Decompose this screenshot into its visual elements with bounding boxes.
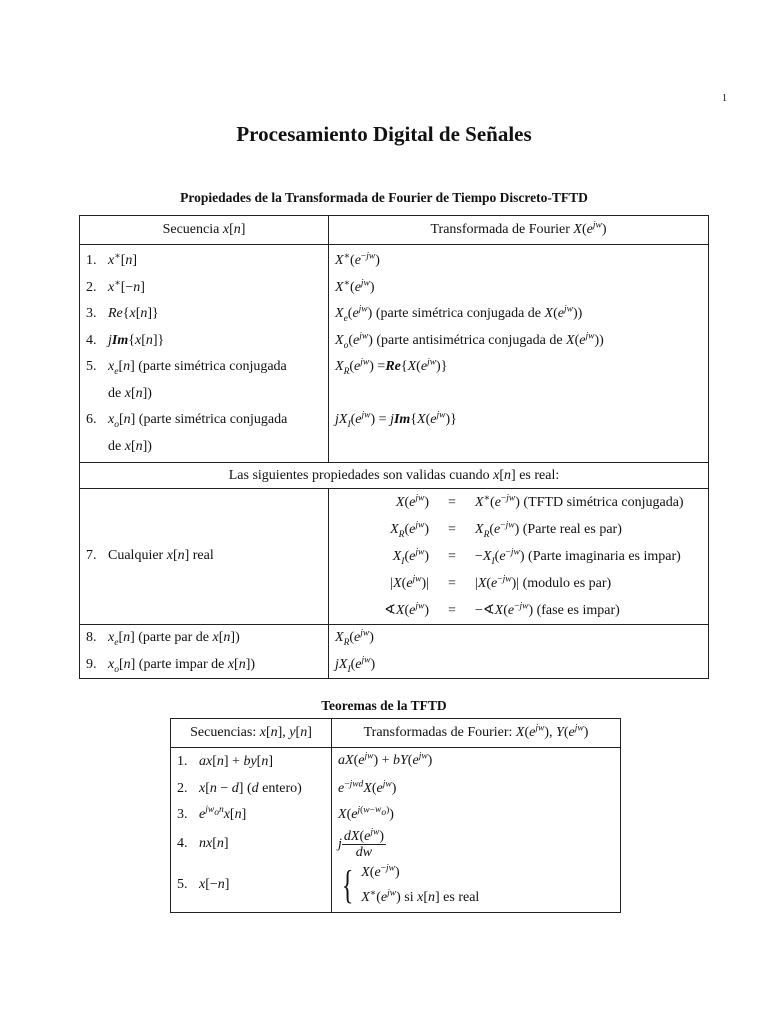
section1-heading: Propiedades de la Transformada de Fourier de Tiempo Discreto-TFTD — [180, 190, 588, 205]
table-header-row — [171, 719, 621, 748]
section2-heading: Teoremas de la TFTD — [321, 698, 447, 713]
real-properties-list: $X(e^{jw})$ = $X^∗(e^{-jw})$ (TFTD simétrica conjugada) $X_R(e^{jw})$ = $X_R(e^{-jw})$ (Parte real es par) $X_I(e^{jw})$ = $-X_I(e^{-jw})$ (Parte imaginaria es impar) $|X(e^{jw})|$ = $|X(e^{-jw})|$ (modulo es par) $∢X(e^{jw})$ = $-∢X(e^{-jw})$ (fase es impar) — [384, 493, 684, 618]
header-transforms: Transformadas de Fourier: $X(e^{jw})$, $Y(e^{jw})$ — [332, 719, 621, 748]
table-row: 2. x[n − d] (d entero) $e^{-jwd}X(e^{jw})$ — [171, 776, 621, 803]
tftd-properties-table — [79, 215, 709, 679]
table-row: 7. Cualquier x[n] real $X(e^{jw})$ = $X^∗(e^{-jw})$ (TFTD simétrica conjugada) $X_R(e^{jw})$ = $X_R(e^{-jw})$ (Parte real es par) $X_I(e^{jw})$ = $-X_I(e^{-jw})$ (Parte imaginaria es impar) $|X(e^{jw})|$ = $|X(e^{-jw})|$ (modulo es par) $∢X(e^{jw})$ = $-∢X(e^{-jw})$ (fase es impar) — [80, 489, 709, 625]
real-sequence-note: Las siguientes propiedades son validas cuando x[n] es real: — [80, 463, 709, 489]
table-row: 3. Re{x[n]} $X_e(e^{jw})$ (parte simétrica conjugada de $X(e^{jw})$) — [80, 301, 709, 328]
page-number: 1 — [722, 93, 727, 104]
header-transform: Transformada de Fourier $X(e^{jw})$ — [329, 216, 709, 245]
table-row: 3. $e^{jw_on}x[n]$ $X(e^{j(w-w_o)})$ — [171, 802, 621, 829]
header-sequence: Secuencia x[n] — [80, 216, 329, 245]
table-row: 4. nx[n] j $\frac{dX(e^{jw})}{dw}$ — [171, 829, 621, 860]
table-row: 4. jIm{x[n]} $X_o(e^{jw})$ (parte antisimétrica conjugada de $X(e^{jw})$) — [80, 328, 709, 355]
page-title: Procesamiento Digital de Señales — [236, 122, 532, 146]
table-row: 5. x[−n] { $X(e^{-jw})$ $X^∗(e^{jw})$ si x[n] es real — [171, 860, 621, 913]
header-sequences: Secuencias: x[n], y[n] — [171, 719, 332, 748]
table-header-row — [80, 216, 709, 245]
table-row: 5. $x_e[n]$ (parte simétrica conjugada de x[n]) $X_R(e^{jw}) =Re\{X(e^{jw})\}$ — [80, 354, 709, 407]
table-row: 2. x∗[−n] $X^∗(e^{jw})$ — [80, 275, 709, 302]
table-row: 1. ax[n] + by[n] $aX(e^{jw}) + bY(e^{jw})$ — [171, 748, 621, 776]
table-row: 6. $x_o[n]$ (parte simétrica conjugada de x[n]) $jX_I(e^{jw}) = jIm\{X(e^{jw})\}$ — [80, 407, 709, 463]
table-row: 1. x∗[n] $X^∗(e^{-jw})$ — [80, 245, 709, 275]
table-row: 8. $x_e[n]$ (parte par de x[n]) $X_R(e^{jw})$ — [80, 625, 709, 652]
tftd-theorems-table — [170, 718, 621, 913]
table-row: 9. $x_o[n]$ (parte impar de x[n]) $jX_I(e^{jw})$ — [80, 652, 709, 679]
